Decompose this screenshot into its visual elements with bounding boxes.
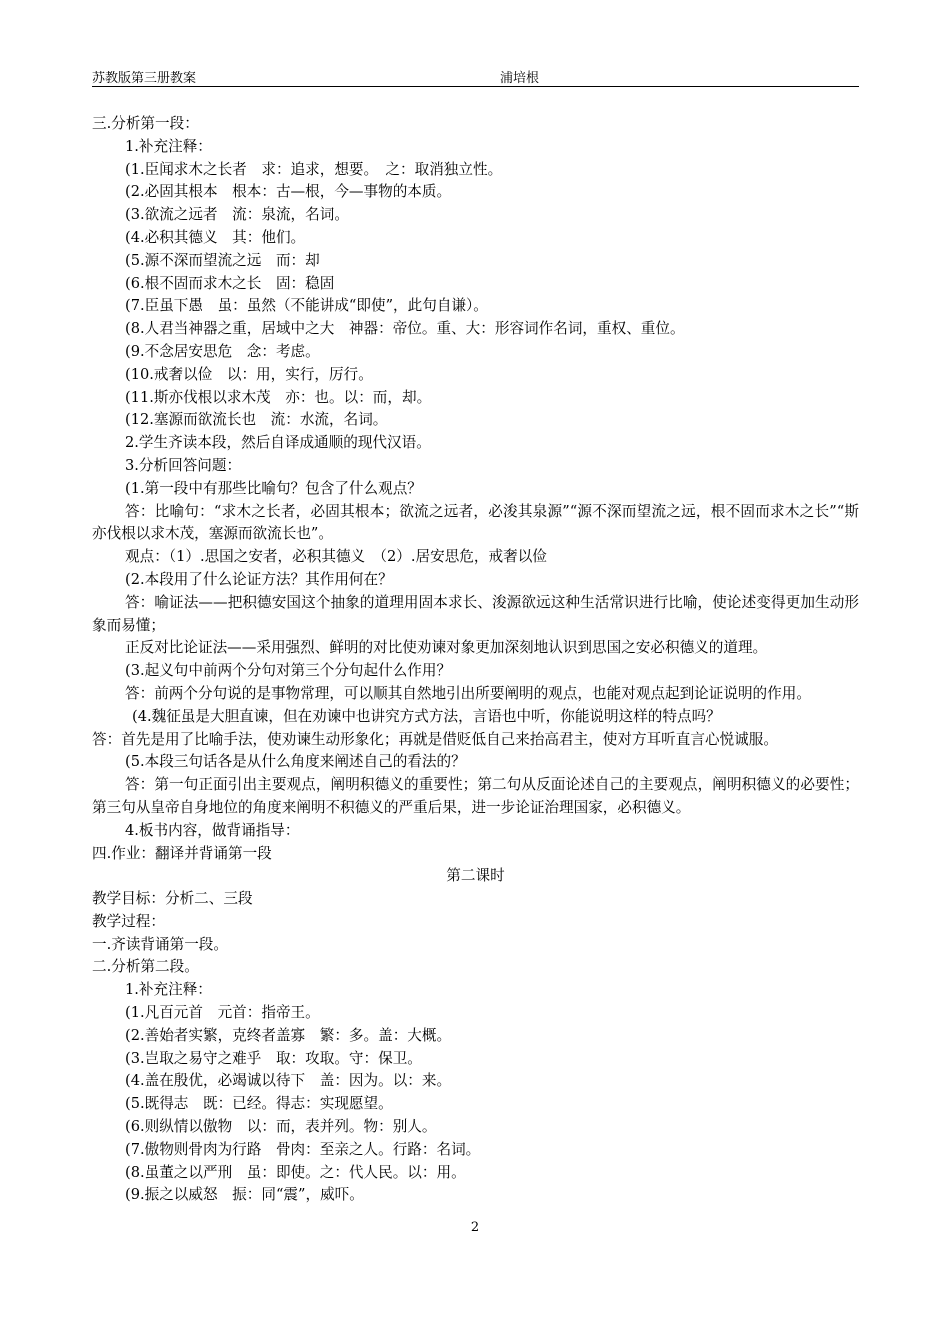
annotation-item: (2.必固其根本 根本：古—根，今—事物的本质。 [125, 183, 452, 201]
annotation-item: (3.岂取之易守之难乎 取：攻取。守：保卫。 [125, 1049, 422, 1067]
subsection-heading: 4.板书内容，做背诵指导： [125, 821, 300, 839]
answer: 答：喻证法——把积德安国这个抽象的道理用固本求长、浚源欲远这种生活常识进行比喻，使论述变得更加生动形象而易懂； [92, 593, 859, 634]
annotation-item: (6.则纵情以傲物 以：而，表并列。物：别人。 [125, 1118, 437, 1136]
annotation-item: (2.善始者实繁，克终者盖寡 繁：多。盖：大概。 [125, 1026, 452, 1044]
answer: 答：第一句正面引出主要观点，阐明积德义的重要性；第二句从反面论述自己的主要观点，阐明积德义的必要性；第三句从皇帝自身地位的角度来阐明不积德义的严重后果，进一步论证治理国家，必积德义。 [92, 776, 859, 816]
annotation-item: (5.源不深而望流之远 而：却 [125, 251, 320, 269]
annotation-item: (4.盖在殷优，必竭诚以待下 盖：因为。以：来。 [125, 1072, 452, 1090]
page-number: 2 [470, 1220, 480, 1235]
lesson-title: 第二课时 [446, 867, 505, 885]
annotation-item: (7.傲物则骨肉为行路 骨肉：至亲之人。行路：名词。 [125, 1140, 481, 1158]
section-heading: 三.分析第一段： [92, 115, 199, 132]
annotation-item: (4.必积其德义 其：他们。 [125, 228, 306, 246]
annotation-item: (1.臣闻求木之长者 求：追求，想要。 之：取消独立性。 [125, 160, 503, 178]
section-heading: 四.作业：翻译并背诵第一段 [92, 844, 272, 862]
annotation-item: (8.人君当神器之重，居域中之大 神器：帝位。重、大：形容词作名词，重权、重位。 [125, 320, 685, 338]
subsection-heading: 1.补充注释： [125, 981, 212, 999]
annotation-item: (3.欲流之远者 流：泉流，名词。 [125, 206, 349, 224]
annotation-item: (9.振之以威怒 振：同“震”，威吓。 [125, 1186, 364, 1204]
annotation-item: (12.塞源而欲流长也 流：水流，名词。 [125, 411, 388, 429]
subsection-heading: 2.学生齐读本段，然后自译成通顺的现代汉语。 [125, 434, 431, 452]
annotation-item: (10.戒奢以俭 以：用，实行，厉行。 [125, 365, 373, 383]
annotation-item: (5.既得志 既：已经。得志：实现愿望。 [125, 1095, 393, 1113]
section-heading: 二.分析第二段。 [92, 958, 199, 976]
question: (1.第一段中有那些比喻句？包含了什么观点？ [125, 479, 422, 497]
answer: 观点：（1）.思国之安者，必积其德义 （2）.居安思危，戒奢以俭 [125, 548, 547, 566]
answer: 答：首先是用了比喻手法，使劝谏生动形象化；再就是借贬低自己来抬高君主，使对方耳听直言心悦诚服。 [92, 730, 778, 748]
annotation-item: (1.凡百元首 元首：指帝王。 [125, 1004, 320, 1022]
subsection-heading: 1.补充注释： [125, 137, 212, 155]
answer: 答：比喻句：“求木之长者，必固其根本；欲流之远者，必浚其泉源”“源不深而望流之远，根不固而求木之长”“斯亦伐根以求木茂，塞源而欲流长也”。 [92, 502, 859, 543]
question: (2.本段用了什么论证方法？其作用何在？ [125, 570, 393, 588]
question: (4.魏征虽是大胆直谏，但在劝谏中也讲究方式方法，言语也中听，你能说明这样的特点吗？ [132, 707, 721, 725]
annotation-item: (6.根不固而求木之长 固：稳固 [125, 274, 335, 292]
header-course-title: 苏教版第三册教案 [92, 71, 197, 86]
subsection-heading: 3.分析回答问题： [125, 456, 242, 474]
annotation-item: (11.斯亦伐根以求木茂 亦：也。以：而，却。 [125, 388, 432, 406]
section-heading: 一.齐读背诵第一段。 [92, 935, 228, 953]
question: (3.起义句中前两个分句对第三个分句起什么作用？ [125, 662, 452, 680]
annotation-item: (9.不念居安思危 念：考虑。 [125, 342, 320, 360]
question: (5.本段三句话各是从什么角度来阐述自己的看法的？ [125, 753, 466, 771]
teaching-goal: 教学目标：分析二、三段 [92, 890, 253, 908]
header-author: 浦培根 [500, 71, 540, 86]
page-header [92, 64, 859, 87]
answer: 答：前两个分句说的是事物常理，可以顺其自然地引出所要阐明的观点，也能对观点起到论证说明的作用。 [125, 684, 811, 702]
annotation-item: (7.臣虽下愚 虽：虽然（不能讲成“即使”，此句自谦）。 [125, 297, 488, 315]
teaching-process: 教学过程： [92, 912, 165, 930]
answer: 正反对比论证法——采用强烈、鲜明的对比使劝谏对象更加深刻地认识到思国之安必积德义的道理。 [125, 639, 768, 657]
annotation-item: (8.虽董之以严刑 虽：即使。之：代人民。以：用。 [125, 1163, 466, 1181]
document-body [92, 113, 859, 1207]
